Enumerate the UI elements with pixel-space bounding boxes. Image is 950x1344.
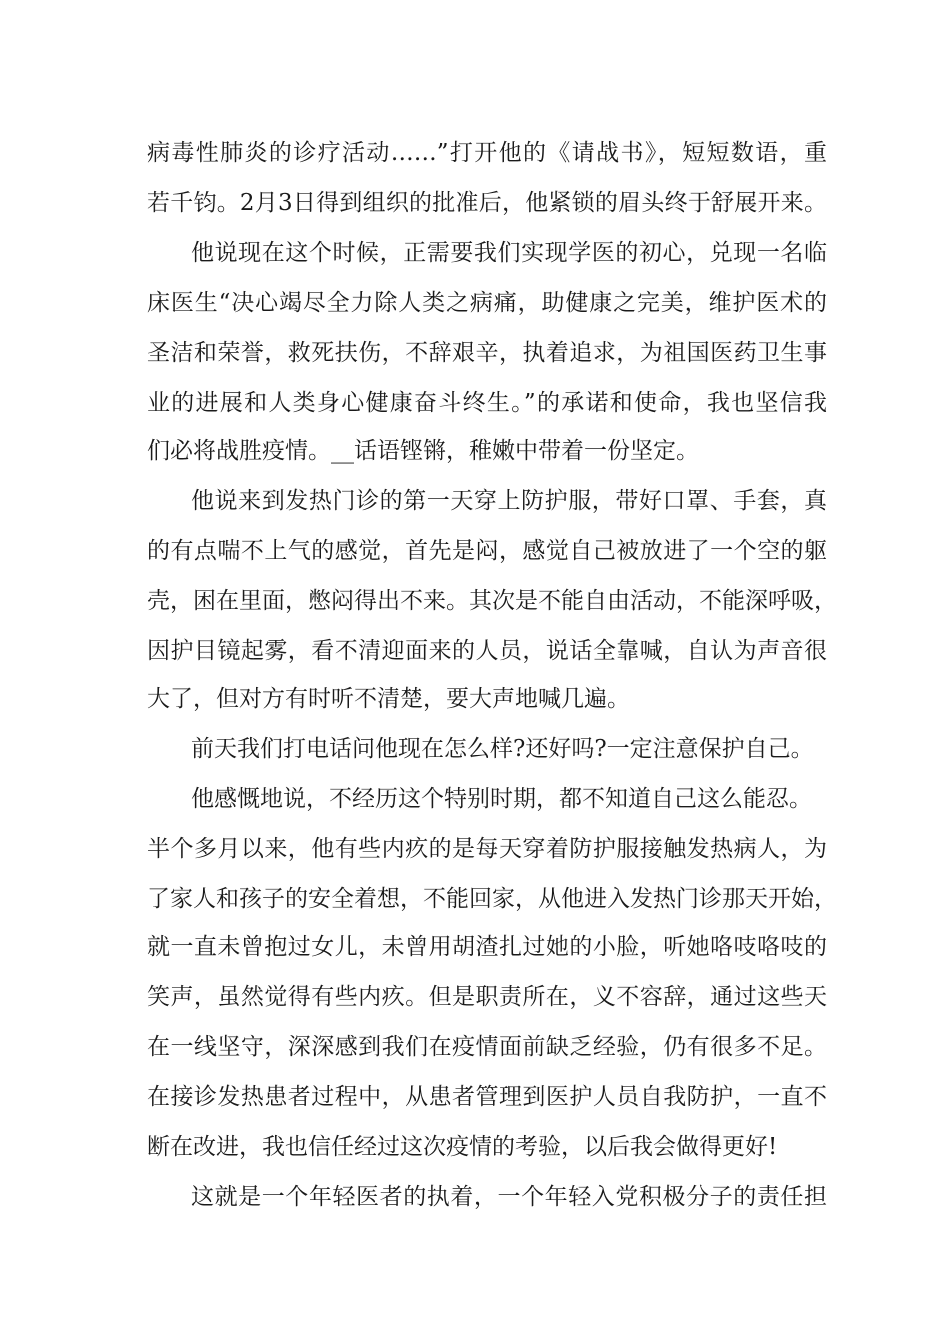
text-line: 壳，困在里面，憋闷得出不来。其次是不能自由活动，不能深呼吸， [147,588,837,614]
text-line: 圣洁和荣誉，救死扶伤，不辞艰辛，执着追求，为祖国医药卫生事 [147,340,827,366]
text-line: 前天我们打电话问他现在怎么样?还好吗?一定注意保护自己。 [191,736,814,762]
text-line: 半个多月以来，他有些内疚的是每天穿着防护服接触发热病人，为 [147,836,827,862]
text-line: 笑声，虽然觉得有些内疚。但是职责所在，义不容辞，通过这些天 [147,984,827,1010]
text-line: 在接诊发热患者过程中，从患者管理到医护人员自我防护，一直不 [147,1084,827,1110]
text-line: 业的进展和人类身心健康奋斗终生。”的承诺和使命，我也坚信我 [147,390,827,416]
text-line: 断在改进，我也信任经过这次疫情的考验，以后我会做得更好! [147,1134,778,1160]
text-line: 们必将战胜疫情。__话语铿锵，稚嫩中带着一份坚定。 [147,438,699,464]
text-line: 床医生“决心竭尽全力除人类之病痛，助健康之完美，维护医术的 [147,290,827,316]
text-line: 若千钧。2月3日得到组织的批准后，他紧锁的眉头终于舒展开来。 [147,190,827,216]
text-line: 这就是一个年轻医者的执着，一个年轻入党积极分子的责任担 [191,1184,827,1210]
text-line: 他感慨地说，不经历这个特别时期，都不知道自己这么能忍。 [191,786,812,812]
text-line: 的有点喘不上气的感觉，首先是闷，感觉自己被放进了一个空的躯 [147,538,827,564]
text-line: 了家人和孩子的安全着想，不能回家，从他进入发热门诊那天开始， [147,886,837,912]
text-line: 因护目镜起雾，看不清迎面来的人员，说话全靠喊，自认为声音很 [147,638,827,664]
text-line: 大了，但对方有时听不清楚，要大声地喊几遍。 [147,686,630,712]
text-line: 他说来到发热门诊的第一天穿上防护服，带好口罩、手套，真 [191,488,827,514]
text-line: 病毒性肺炎的诊疗活动……”打开他的《请战书》，短短数语，重 [147,140,827,166]
text-line: 就一直未曾抱过女儿，未曾用胡渣扎过她的小脸，听她咯吱咯吱的 [147,934,827,960]
text-line: 他说现在这个时候，正需要我们实现学医的初心，兑现一名临 [191,240,827,266]
text-line: 在一线坚守，深深感到我们在疫情面前缺乏经验，仍有很多不足。 [147,1034,827,1060]
